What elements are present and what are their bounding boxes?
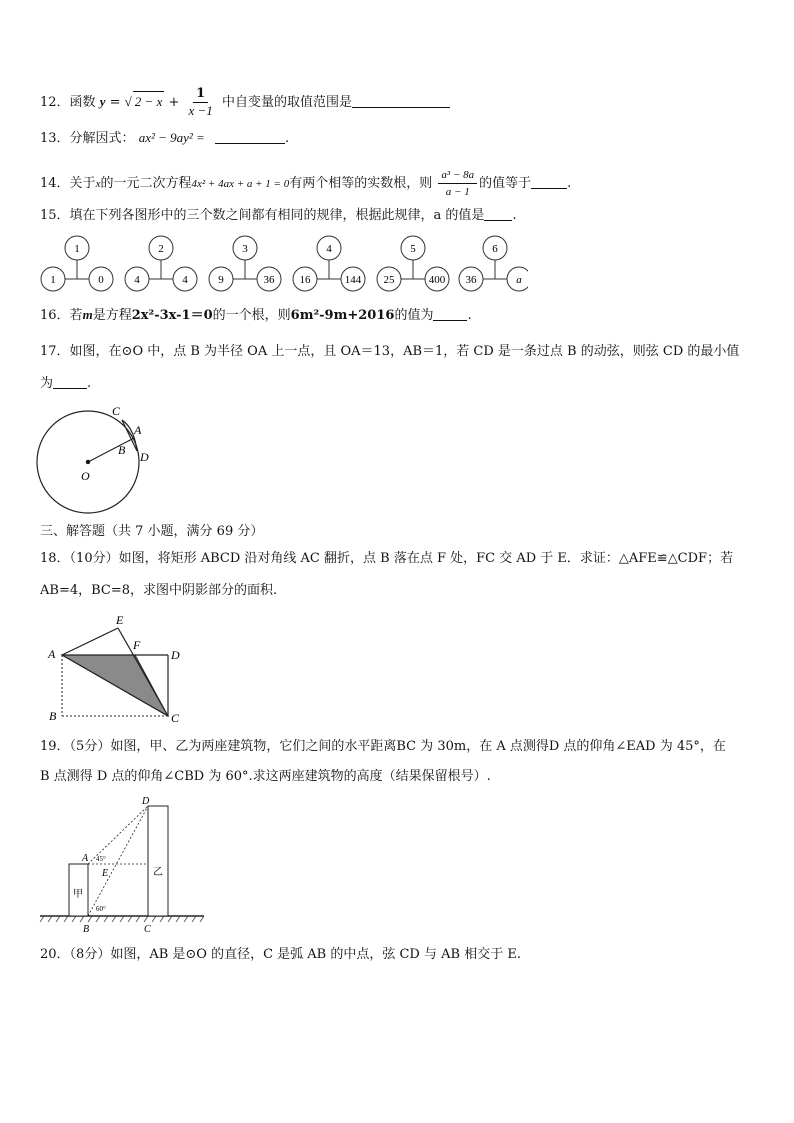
triple-4-left: 16 bbox=[299, 274, 311, 286]
q16-t2: 是方程 bbox=[92, 308, 132, 323]
triple-6-top: 6 bbox=[492, 243, 498, 255]
center-point bbox=[86, 460, 90, 464]
q12-post: 中自变量的取值范围是 bbox=[221, 95, 352, 110]
q16-t1: 若 bbox=[69, 308, 83, 323]
building-yi bbox=[148, 806, 168, 916]
triple-4-right: 144 bbox=[344, 274, 362, 286]
q16-expr: 6m²-9m+2016 bbox=[290, 308, 395, 323]
question-18-line-1 bbox=[40, 549, 733, 569]
triple-2-right: 4 bbox=[182, 274, 188, 286]
q13-expr: ax² − 9ay² = bbox=[138, 130, 205, 145]
q18-rectangle-figure bbox=[40, 612, 190, 724]
label-yi: 乙 bbox=[153, 867, 163, 878]
q15-pattern-figure bbox=[38, 234, 528, 292]
label-c: C bbox=[144, 924, 151, 935]
q16-m: m bbox=[82, 307, 93, 322]
q12-sqrt-sign: √ bbox=[124, 94, 132, 109]
label-d: D bbox=[171, 648, 180, 662]
label-c: C bbox=[112, 404, 121, 418]
q14-t4: 的值等于 bbox=[479, 176, 532, 191]
question-17-line-2 bbox=[40, 374, 91, 394]
label-b: B bbox=[118, 443, 126, 457]
triple-5-top: 5 bbox=[410, 243, 416, 255]
q17-answer-blank[interactable] bbox=[53, 374, 87, 389]
triple-1-right: 0 bbox=[98, 274, 104, 286]
triple-4 bbox=[293, 236, 365, 291]
label-c: C bbox=[171, 711, 180, 724]
q16-number: 16． bbox=[40, 308, 70, 323]
section-3-heading bbox=[40, 522, 263, 542]
q14-post: . bbox=[567, 176, 572, 191]
q17-line1: 如图，在⊙O 中，点 B 为半径 OA 上一点，且 OA＝13，AB＝1，若 CD 是一条过点 B 的动弦，则弦 CD 的最小值 bbox=[69, 344, 740, 359]
q12-plus: + bbox=[164, 95, 184, 110]
label-e: E bbox=[116, 613, 124, 627]
question-17-line-1 bbox=[40, 342, 739, 362]
triple-6-right: a bbox=[516, 274, 522, 286]
q17-line2-pre: 为 bbox=[40, 376, 54, 391]
q14-t1: 关于 bbox=[69, 176, 96, 191]
q14-number: 14． bbox=[40, 176, 70, 191]
q16-t3: 的一个根，则 bbox=[212, 308, 291, 323]
angle-45: 45° bbox=[96, 855, 106, 863]
triple-3-left: 9 bbox=[218, 274, 224, 286]
q15-post: . bbox=[512, 208, 517, 223]
q13-answer-blank[interactable] bbox=[215, 129, 285, 144]
label-f: F bbox=[133, 638, 141, 652]
triple-1-top: 1 bbox=[74, 243, 80, 255]
q17-line2-post: . bbox=[87, 376, 92, 391]
triple-2-top: 2 bbox=[158, 243, 164, 255]
radius-oa bbox=[88, 438, 134, 462]
triple-6-left: 36 bbox=[465, 274, 477, 286]
triple-5 bbox=[377, 236, 449, 291]
label-o: O bbox=[81, 469, 90, 483]
label-d: D bbox=[142, 796, 150, 807]
q15-text: 填在下列各图形中的三个数之间都有相同的规律，根据此规律，a 的值是 bbox=[69, 208, 485, 223]
question-20-line-1 bbox=[40, 945, 521, 965]
triple-6 bbox=[459, 236, 528, 291]
q12-eq: = bbox=[105, 95, 125, 110]
label-e: E bbox=[102, 868, 109, 879]
q13-number: 13． bbox=[40, 131, 70, 146]
label-a: A bbox=[82, 853, 89, 864]
ground-hatching bbox=[40, 916, 204, 922]
q16-equation: 2x²-3x-1＝0 bbox=[131, 308, 213, 323]
question-13 bbox=[40, 128, 289, 149]
label-d: D bbox=[140, 450, 149, 464]
q12-y: y bbox=[99, 94, 106, 109]
q12-frac-den: x −1 bbox=[188, 103, 213, 118]
label-a: A bbox=[134, 423, 142, 437]
q19-line2: B 点测得 D 点的仰角∠CBD 为 60°.求这两座建筑物的高度（结果保留根号）. bbox=[40, 769, 491, 784]
q14-frac-num: a³ − 8a bbox=[438, 167, 477, 184]
q12-answer-blank[interactable] bbox=[352, 93, 450, 108]
question-18-line-2 bbox=[40, 581, 277, 601]
question-16 bbox=[40, 305, 472, 326]
q14-x: x bbox=[95, 178, 101, 190]
q14-t2: 的一元二次方程 bbox=[100, 176, 192, 191]
q12-pre: 函数 bbox=[69, 95, 96, 110]
q19-line1: 19．（5分）如图，甲、乙为两座建筑物，它们之间的水平距离BC 为 30m，在 A 点测得D 点的仰角∠EAD 为 45°，在 bbox=[40, 739, 726, 754]
section-3-title: 三、解答题（共 7 小题，满分 69 分） bbox=[40, 524, 264, 539]
segment-ae bbox=[62, 628, 118, 655]
q18-line1: 18．（10分）如图，将矩形 ABCD 沿对角线 AC 翻折，点 B 落在点 F 处，FC 交 AD 于 E．求证：△AFE≌△CDF；若 bbox=[40, 551, 734, 566]
q12-sqrt-body: 2 − x bbox=[133, 91, 165, 112]
label-b: B bbox=[83, 924, 90, 935]
label-a: A bbox=[48, 647, 56, 661]
label-b: B bbox=[49, 709, 57, 723]
triple-1 bbox=[41, 236, 113, 291]
angle-60: 60° bbox=[96, 905, 106, 913]
q14-t3: 有两个相等的实数根，则 bbox=[289, 176, 433, 191]
triple-4-top: 4 bbox=[326, 243, 332, 255]
q13-pre: 分解因式： bbox=[69, 131, 135, 146]
q18-line2: AB=4，BC=8，求图中阴影部分的面积. bbox=[40, 583, 278, 598]
triple-1-left: 1 bbox=[50, 274, 56, 286]
q16-post: . bbox=[467, 308, 472, 323]
triple-2-left: 4 bbox=[134, 274, 140, 286]
q12-fraction bbox=[186, 86, 216, 119]
q16-answer-blank[interactable] bbox=[433, 306, 467, 321]
triple-5-right: 400 bbox=[428, 274, 446, 286]
q16-t4: 的值为 bbox=[394, 308, 434, 323]
label-jia: 甲 bbox=[73, 889, 83, 900]
triple-2 bbox=[125, 236, 197, 291]
triple-3 bbox=[209, 236, 281, 291]
question-12 bbox=[40, 86, 450, 119]
question-19-line-1 bbox=[40, 737, 726, 757]
q14-answer-blank[interactable] bbox=[531, 174, 567, 189]
q12-frac-num: 1 bbox=[193, 86, 208, 103]
q14-frac-den: a − 1 bbox=[445, 186, 470, 198]
q13-post: . bbox=[284, 131, 290, 146]
question-14 bbox=[40, 167, 571, 200]
question-15 bbox=[40, 206, 517, 226]
question-19-line-2 bbox=[40, 767, 491, 787]
q15-answer-blank[interactable] bbox=[484, 206, 512, 221]
q15-number: 15． bbox=[40, 208, 70, 223]
triple-3-right: 36 bbox=[263, 274, 275, 286]
q14-fraction bbox=[438, 167, 477, 200]
q17-circle-figure bbox=[34, 400, 164, 520]
triple-5-left: 25 bbox=[383, 274, 395, 286]
q17-number: 17． bbox=[40, 344, 70, 359]
q19-buildings-figure bbox=[38, 794, 208, 936]
q14-equation: 4x² + 4ax + a + 1 = 0 bbox=[191, 178, 290, 190]
q20-line1: 20．（8分）如图，AB 是⊙O 的直径，C 是弧 AB 的中点，弦 CD 与 AB 相交于 E. bbox=[40, 947, 521, 962]
q12-number: 12． bbox=[40, 95, 70, 110]
triple-3-top: 3 bbox=[242, 243, 248, 255]
